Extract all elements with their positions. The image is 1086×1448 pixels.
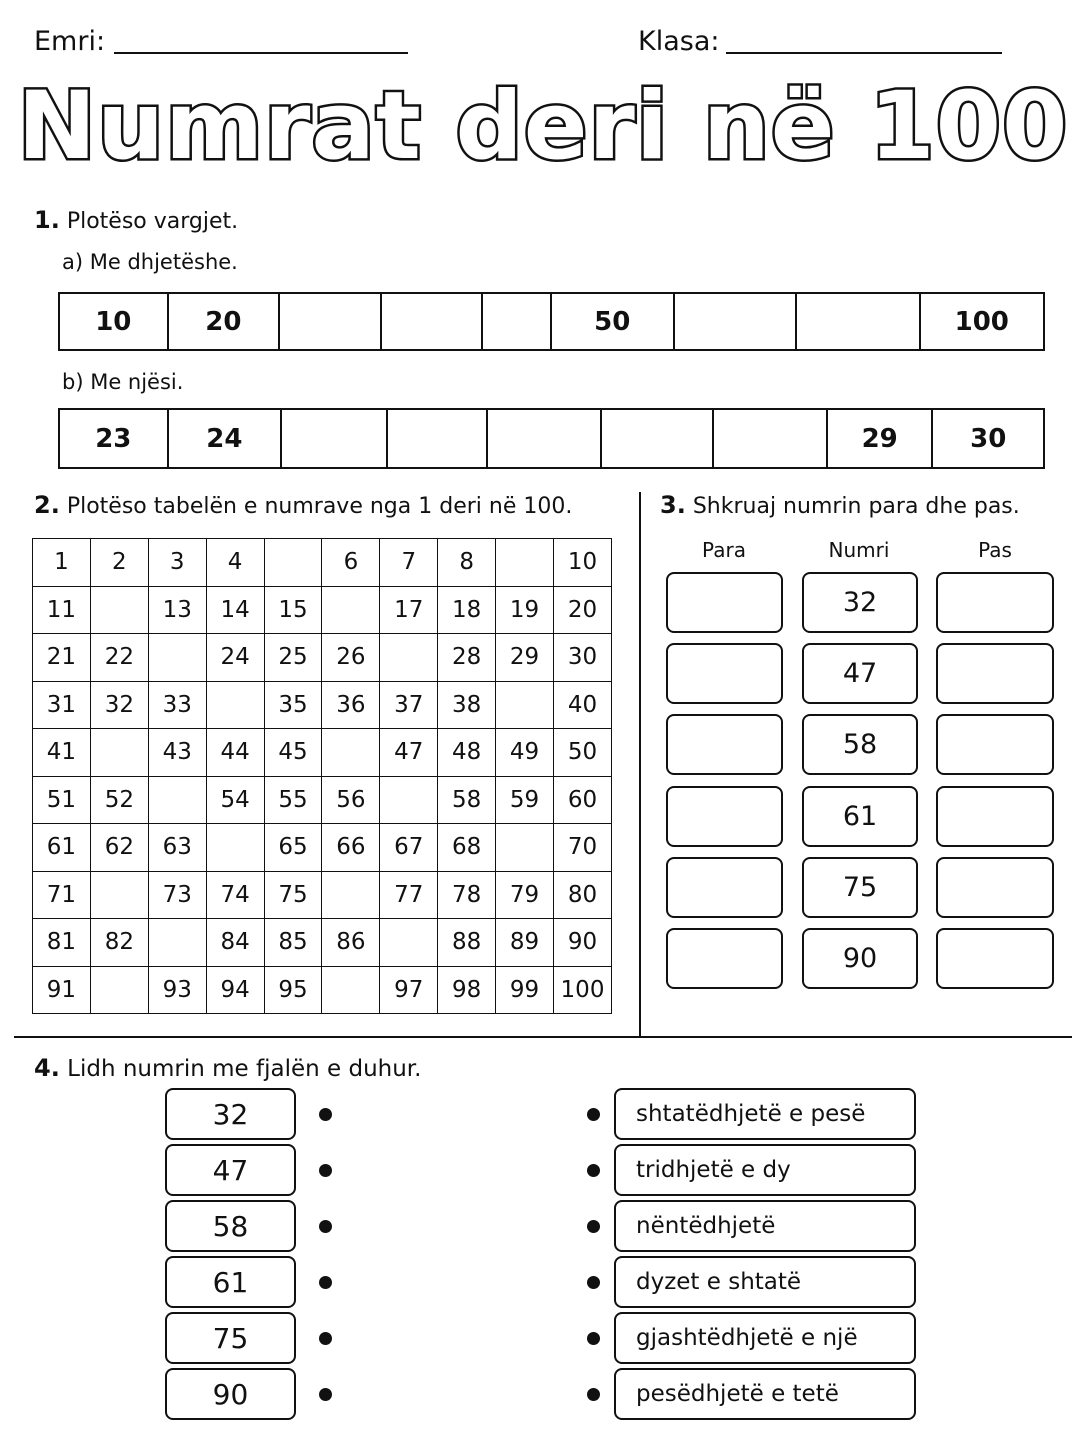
match-number-box: 47 [165, 1144, 296, 1196]
chart-cell[interactable]: 52 [90, 776, 148, 824]
before-number-box[interactable] [666, 714, 783, 775]
chart-cell[interactable]: 22 [90, 634, 148, 682]
given-number-box: 75 [802, 857, 918, 918]
chart-cell[interactable]: 58 [438, 776, 496, 824]
chart-cell[interactable]: 99 [496, 966, 554, 1014]
match-number-box: 32 [165, 1088, 296, 1140]
right-connect-dot[interactable] [587, 1276, 600, 1289]
chart-cell[interactable]: 3 [148, 539, 206, 587]
chart-cell[interactable] [90, 586, 148, 634]
chart-row [33, 586, 612, 634]
chart-cell[interactable]: 71 [33, 871, 91, 919]
chart-cell[interactable] [322, 729, 380, 777]
sequence-cell[interactable] [714, 410, 828, 467]
before-number-box[interactable] [666, 928, 783, 989]
sequence-cell[interactable] [488, 410, 602, 467]
column-header-pas: Pas [978, 538, 1012, 562]
chart-cell[interactable] [148, 776, 206, 824]
after-number-box[interactable] [936, 928, 1054, 989]
section1b-label: b) Me njësi. [62, 370, 184, 394]
sequence-cell[interactable]: 20 [169, 294, 281, 349]
chart-row [33, 919, 612, 967]
chart-cell[interactable] [264, 539, 322, 587]
chart-cell[interactable]: 30 [554, 634, 612, 682]
chart-cell[interactable] [206, 824, 264, 872]
section2-number: 2. [34, 491, 60, 519]
chart-cell[interactable]: 1 [33, 539, 91, 587]
sequence-cell[interactable] [483, 294, 552, 349]
chart-cell[interactable]: 78 [438, 871, 496, 919]
chart-cell[interactable] [380, 919, 438, 967]
chart-row [33, 729, 612, 777]
left-connect-dot[interactable] [319, 1164, 332, 1177]
chart-cell[interactable] [90, 966, 148, 1014]
given-number-box: 47 [802, 643, 918, 704]
section1-number: 1. [34, 206, 60, 234]
chart-cell[interactable] [496, 681, 554, 729]
chart-cell[interactable]: 31 [33, 681, 91, 729]
left-connect-dot[interactable] [319, 1220, 332, 1233]
chart-cell[interactable]: 84 [206, 919, 264, 967]
chart-cell[interactable]: 91 [33, 966, 91, 1014]
chart-cell[interactable]: 97 [380, 966, 438, 1014]
chart-cell[interactable]: 81 [33, 919, 91, 967]
after-number-box[interactable] [936, 714, 1054, 775]
horizontal-divider [14, 1036, 1072, 1038]
match-word-box: pesëdhjetë e tetë [614, 1368, 916, 1420]
chart-cell[interactable]: 63 [148, 824, 206, 872]
chart-cell[interactable] [90, 871, 148, 919]
after-number-box[interactable] [936, 572, 1054, 633]
vertical-divider [639, 492, 641, 1037]
chart-cell[interactable]: 44 [206, 729, 264, 777]
chart-cell[interactable]: 95 [264, 966, 322, 1014]
section4-instruction: Lidh numrin me fjalën e duhur. [67, 1056, 422, 1082]
chart-row [33, 966, 612, 1014]
sequence-cell[interactable]: 10 [60, 294, 169, 349]
chart-row [33, 681, 612, 729]
sequence-cell[interactable] [280, 294, 382, 349]
before-number-box[interactable] [666, 857, 783, 918]
after-number-box[interactable] [936, 857, 1054, 918]
chart-cell[interactable]: 43 [148, 729, 206, 777]
chart-cell[interactable]: 80 [554, 871, 612, 919]
chart-cell[interactable]: 11 [33, 586, 91, 634]
sequence-cell[interactable] [602, 410, 715, 467]
left-connect-dot[interactable] [319, 1332, 332, 1345]
chart-cell[interactable]: 82 [90, 919, 148, 967]
section1-heading [34, 206, 238, 234]
sequence-cell[interactable]: 29 [828, 410, 934, 467]
chart-cell[interactable]: 55 [264, 776, 322, 824]
chart-cell[interactable]: 8 [438, 539, 496, 587]
chart-cell[interactable]: 65 [264, 824, 322, 872]
chart-cell[interactable]: 25 [264, 634, 322, 682]
chart-cell[interactable]: 94 [206, 966, 264, 1014]
sequence-cell[interactable] [282, 410, 388, 467]
chart-cell[interactable]: 35 [264, 681, 322, 729]
chart-row [33, 824, 612, 872]
chart-row [33, 871, 612, 919]
match-number-box: 58 [165, 1200, 296, 1252]
left-connect-dot[interactable] [319, 1108, 332, 1121]
given-number-box: 58 [802, 714, 918, 775]
sequence-cell[interactable] [388, 410, 489, 467]
tens-sequence-row [58, 292, 1045, 351]
before-number-box[interactable] [666, 572, 783, 633]
chart-cell[interactable]: 77 [380, 871, 438, 919]
left-connect-dot[interactable] [319, 1276, 332, 1289]
match-number-box: 75 [165, 1312, 296, 1364]
name-label: Emri: [34, 26, 106, 57]
chart-cell[interactable] [322, 871, 380, 919]
chart-cell[interactable] [206, 681, 264, 729]
chart-cell[interactable]: 51 [33, 776, 91, 824]
left-connect-dot[interactable] [319, 1388, 332, 1401]
chart-cell[interactable]: 100 [554, 966, 612, 1014]
chart-cell[interactable]: 50 [554, 729, 612, 777]
sequence-cell[interactable]: 100 [954, 306, 1009, 337]
chart-cell[interactable]: 89 [496, 919, 554, 967]
given-number-box: 61 [802, 786, 918, 847]
sequence-cell[interactable]: 23 [60, 410, 169, 467]
chart-cell[interactable]: 6 [322, 539, 380, 587]
chart-cell[interactable]: 29 [496, 634, 554, 682]
chart-cell[interactable]: 33 [148, 681, 206, 729]
before-number-box[interactable] [666, 786, 783, 847]
chart-cell[interactable]: 74 [206, 871, 264, 919]
class-label: Klasa: [638, 26, 720, 57]
chart-cell[interactable]: 67 [380, 824, 438, 872]
match-number-box: 90 [165, 1368, 296, 1420]
chart-cell[interactable]: 93 [148, 966, 206, 1014]
chart-row [33, 634, 612, 682]
chart-cell[interactable]: 24 [206, 634, 264, 682]
chart-cell[interactable]: 98 [438, 966, 496, 1014]
chart-cell[interactable] [496, 539, 554, 587]
section1-instruction: Plotëso vargjet. [66, 209, 239, 234]
right-connect-dot[interactable] [587, 1108, 600, 1121]
match-word-box: nëntëdhjetë [614, 1200, 916, 1252]
chart-cell[interactable]: 18 [438, 586, 496, 634]
chart-cell[interactable]: 75 [264, 871, 322, 919]
section3-number: 3. [660, 491, 686, 519]
chart-cell[interactable]: 14 [206, 586, 264, 634]
sequence-cell[interactable]: 24 [169, 410, 283, 467]
given-number-box: 32 [802, 572, 918, 633]
chart-cell[interactable]: 17 [380, 586, 438, 634]
section1a-label: a) Me dhjetëshe. [62, 250, 238, 274]
units-sequence-row [58, 408, 1045, 469]
given-number-box: 90 [802, 928, 918, 989]
chart-cell[interactable]: 79 [496, 871, 554, 919]
chart-cell[interactable]: 48 [438, 729, 496, 777]
column-header-para: Para [702, 538, 746, 562]
match-word-box: tridhjetë e dy [614, 1144, 916, 1196]
right-connect-dot[interactable] [587, 1164, 600, 1177]
chart-cell[interactable]: 28 [438, 634, 496, 682]
match-word-box: shtatëdhjetë e pesë [614, 1088, 916, 1140]
chart-cell[interactable] [496, 824, 554, 872]
page-title: Numrat deri në 100 [17, 72, 1069, 181]
column-header-numri: Numri [828, 538, 890, 562]
section4-number: 4. [34, 1054, 60, 1082]
name-write-line[interactable] [114, 52, 408, 54]
chart-cell[interactable]: 37 [380, 681, 438, 729]
section3-heading [660, 491, 1020, 519]
match-word-box: gjashtëdhjetë e një [614, 1312, 916, 1364]
chart-cell[interactable]: 19 [496, 586, 554, 634]
right-connect-dot[interactable] [587, 1220, 600, 1233]
chart-cell[interactable]: 36 [322, 681, 380, 729]
chart-cell[interactable]: 10 [554, 539, 612, 587]
chart-cell[interactable]: 70 [554, 824, 612, 872]
right-connect-dot[interactable] [587, 1388, 600, 1401]
chart-cell[interactable]: 15 [264, 586, 322, 634]
chart-cell[interactable]: 26 [322, 634, 380, 682]
chart-cell[interactable]: 40 [554, 681, 612, 729]
chart-cell[interactable]: 88 [438, 919, 496, 967]
chart-cell[interactable]: 59 [496, 776, 554, 824]
chart-cell[interactable]: 7 [380, 539, 438, 587]
chart-cell[interactable] [148, 919, 206, 967]
chart-cell[interactable]: 61 [33, 824, 91, 872]
match-word-box: dyzet e shtatë [614, 1256, 916, 1308]
chart-cell[interactable]: 45 [264, 729, 322, 777]
chart-cell[interactable] [322, 966, 380, 1014]
class-write-line[interactable] [726, 52, 1002, 54]
chart-cell[interactable] [322, 586, 380, 634]
chart-cell[interactable]: 21 [33, 634, 91, 682]
chart-cell[interactable]: 90 [554, 919, 612, 967]
chart-cell[interactable]: 62 [90, 824, 148, 872]
sequence-cell[interactable] [675, 294, 798, 349]
sequence-cell[interactable] [797, 294, 921, 349]
chart-cell[interactable]: 60 [554, 776, 612, 824]
section3-instruction: Shkruaj numrin para dhe pas. [692, 494, 1020, 519]
chart-cell[interactable]: 85 [264, 919, 322, 967]
chart-cell[interactable] [380, 634, 438, 682]
chart-cell[interactable] [148, 634, 206, 682]
sequence-cell[interactable]: 30 [970, 423, 1007, 454]
chart-cell[interactable]: 66 [322, 824, 380, 872]
chart-cell[interactable] [90, 729, 148, 777]
chart-row [33, 776, 612, 824]
section4-heading [34, 1054, 421, 1082]
right-connect-dot[interactable] [587, 1332, 600, 1345]
chart-row [33, 539, 612, 587]
chart-cell[interactable]: 56 [322, 776, 380, 824]
chart-cell[interactable]: 68 [438, 824, 496, 872]
chart-cell[interactable]: 86 [322, 919, 380, 967]
chart-cell[interactable]: 41 [33, 729, 91, 777]
after-number-box[interactable] [936, 786, 1054, 847]
chart-cell[interactable]: 32 [90, 681, 148, 729]
sequence-cell[interactable] [382, 294, 484, 349]
chart-cell[interactable]: 20 [554, 586, 612, 634]
chart-cell[interactable]: 38 [438, 681, 496, 729]
hundred-chart [32, 538, 612, 1014]
sequence-cell[interactable]: 50 [552, 294, 675, 349]
section2-heading [34, 491, 572, 519]
chart-cell[interactable]: 49 [496, 729, 554, 777]
before-number-box[interactable] [666, 643, 783, 704]
chart-cell[interactable]: 2 [90, 539, 148, 587]
chart-cell[interactable]: 13 [148, 586, 206, 634]
chart-cell[interactable]: 54 [206, 776, 264, 824]
after-number-box[interactable] [936, 643, 1054, 704]
match-number-box: 61 [165, 1256, 296, 1308]
section2-instruction: Plotëso tabelën e numrave nga 1 deri në 100. [66, 494, 573, 519]
chart-cell[interactable]: 47 [380, 729, 438, 777]
chart-cell[interactable] [380, 776, 438, 824]
chart-cell[interactable]: 4 [206, 539, 264, 587]
chart-cell[interactable]: 73 [148, 871, 206, 919]
